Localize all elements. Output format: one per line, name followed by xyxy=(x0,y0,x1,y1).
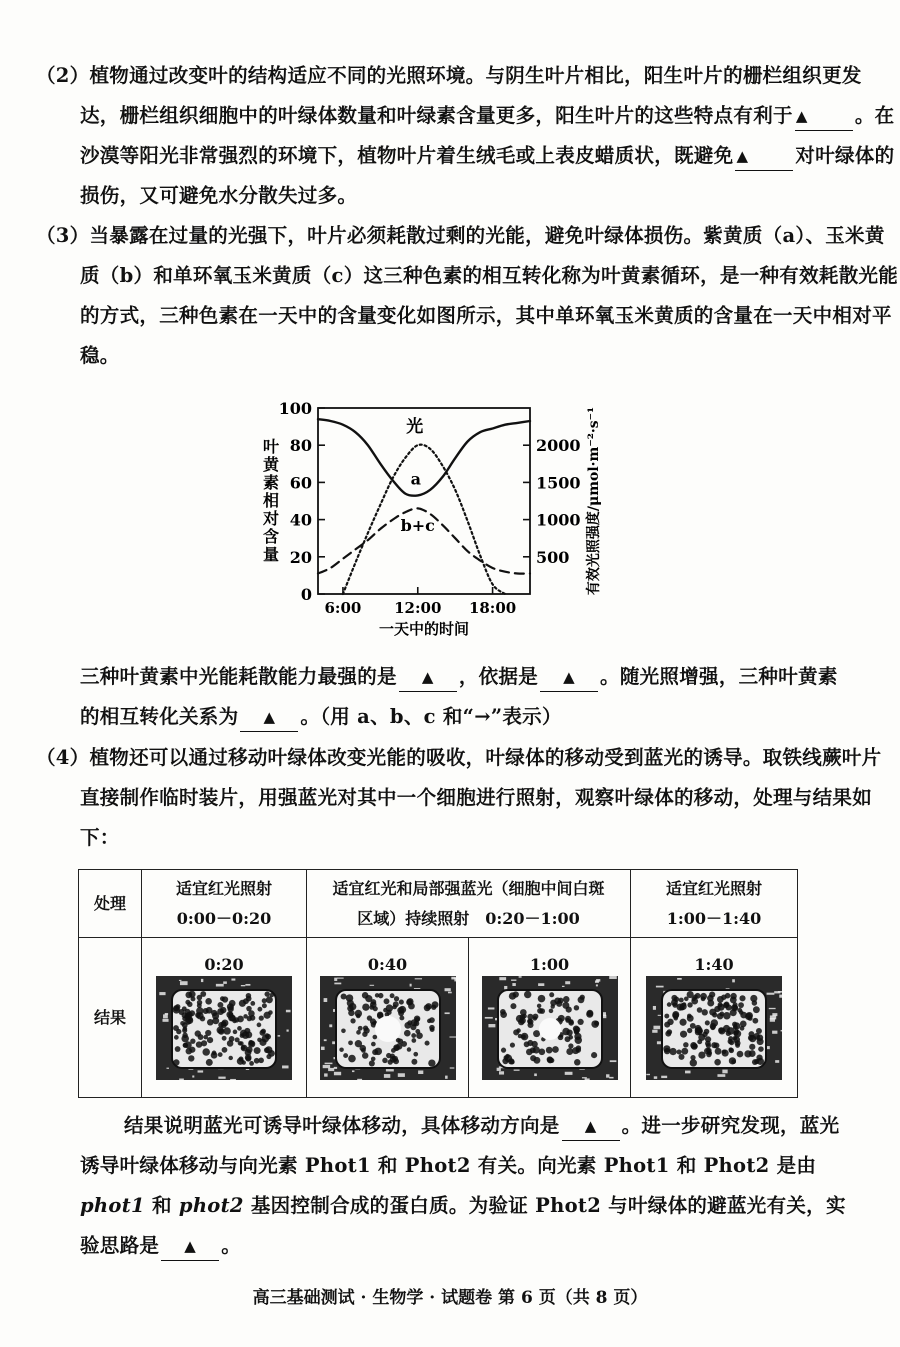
xanthophyll-chart xyxy=(248,392,618,642)
x-tick-label: 12:00 xyxy=(394,599,442,617)
series-label-light: 光 xyxy=(406,416,424,437)
triangle-mark: ▲ xyxy=(263,708,276,726)
treatment-label: 适宜红光和局部强蓝光（细胞中间白斑 xyxy=(332,878,605,898)
question-number: （2） xyxy=(36,64,90,87)
micrograph-image xyxy=(646,976,782,1080)
question-text: 植物通过改变叶的结构适应不同的光照环境。与阴生叶片相比，阳生叶片的栅栏组织更发达，栅栏组织细胞中的叶绿体数量和叶绿素含量更多，阳生叶片的这些特点有利于 xyxy=(80,64,862,127)
triangle-mark: ▲ xyxy=(421,668,434,686)
x-tick-label: 18:00 xyxy=(468,599,517,617)
question-text: 。进一步研究发现，蓝光诱导叶绿体移动与向光素 Phot1 和 Phot2 有关。向光素 Phot1 和 Phot2 是由 xyxy=(80,1114,840,1177)
treatment-red-light-2 xyxy=(631,870,798,938)
result-cell-0040 xyxy=(307,938,469,1098)
y-right-tick-label: 500 xyxy=(536,547,570,567)
treatment-result-table xyxy=(78,869,798,1098)
series-line-a xyxy=(318,419,530,496)
time-label: 1:40 xyxy=(694,954,734,974)
question-text: 和 xyxy=(144,1194,179,1217)
question-text: 。 xyxy=(221,1234,242,1257)
question-3-followup xyxy=(80,657,856,737)
y-left-axis-label: 叶黄素相对含量 xyxy=(260,438,280,564)
treatment-time: 1:00－1:40 xyxy=(666,908,762,928)
y-left-tick-label: 40 xyxy=(289,510,312,530)
answer-blank[interactable] xyxy=(562,1113,620,1141)
time-label: 0:20 xyxy=(204,954,244,974)
treatment-row xyxy=(79,870,798,938)
question-text: ，依据是 xyxy=(458,665,539,688)
x-axis-label: 一天中的时间 xyxy=(378,620,470,638)
treatment-time: 区域）持续照射 0:20－1:00 xyxy=(357,908,580,928)
answer-blank[interactable] xyxy=(161,1233,219,1261)
answer-blank[interactable] xyxy=(240,704,298,732)
y-left-tick-label: 20 xyxy=(289,547,312,567)
row-header-treatment: 处理 xyxy=(79,870,142,938)
micrograph-image xyxy=(156,976,292,1080)
treatment-label: 适宜红光照射 xyxy=(665,878,762,898)
gene-name-phot2: phot2 xyxy=(178,1194,244,1217)
result-cell-0020 xyxy=(142,938,307,1098)
y-right-axis-label: 有效光照强度/μmol·m⁻²·s⁻¹ xyxy=(586,406,602,596)
treatment-label: 适宜红光照射 xyxy=(175,878,272,898)
time-label: 0:40 xyxy=(367,954,408,974)
page-footer: 高三基础测试 · 生物学 · 试题卷 第 6 页（共 8 页） xyxy=(252,1288,648,1308)
triangle-mark: ▲ xyxy=(584,1117,597,1135)
question-text: 对叶绿体的损伤，又可避免水分散失过多。 xyxy=(80,144,895,207)
y-right-tick-label: 1000 xyxy=(536,510,581,530)
answer-blank[interactable] xyxy=(399,664,457,692)
question-text: 三种叶黄素中光能耗散能力最强的是 xyxy=(80,665,397,688)
triangle-mark: ▲ xyxy=(563,668,575,686)
chart-svg xyxy=(248,392,618,642)
question-text: 。（用 a、b、c 和“→”表示） xyxy=(300,705,562,728)
plot-frame xyxy=(318,408,530,594)
result-cell-0140 xyxy=(631,938,798,1098)
gene-name-phot1: phot1 xyxy=(80,1194,145,1217)
question-text: 当暴露在过量的光强下，叶片必须耗散过剩的光能，避免叶绿体损伤。紫黄质（a）、玉米黄质（b）和单环氧玉米黄质（c）这三种色素的相互转化称为叶黄素循环，是一种有效耗散光能的方式，三种色素在一天中的含量变化如图所示，其中单环氧玉米黄质的含量在一天中相对平稳。 xyxy=(80,224,899,367)
question-3 xyxy=(36,216,900,376)
y-left-tick-label: 80 xyxy=(289,436,312,456)
triangle-mark: ▲ xyxy=(184,1237,197,1255)
question-text: 植物还可以通过移动叶绿体改变光能的吸收，叶绿体的移动受到蓝光的诱导。取铁线蕨叶片直接制作临时装片，用强蓝光对其中一个细胞进行照射，观察叶绿体的移动，处理与结果如下： xyxy=(80,746,882,849)
y-left-tick-label: 60 xyxy=(289,473,312,493)
answer-blank[interactable] xyxy=(735,143,793,171)
treatment-red-light-1 xyxy=(142,870,307,938)
result-cell-0100 xyxy=(469,938,631,1098)
question-4-followup xyxy=(80,1106,856,1266)
treatment-red-blue-light xyxy=(307,870,631,938)
result-row xyxy=(79,938,798,1098)
question-text: 结果说明蓝光可诱导叶绿体移动，具体移动方向是 xyxy=(124,1114,560,1137)
answer-blank[interactable] xyxy=(540,664,598,692)
question-4 xyxy=(36,738,900,858)
micrograph-image xyxy=(482,976,618,1080)
row-header-result: 结果 xyxy=(79,938,142,1098)
time-label: 1:00 xyxy=(529,954,570,974)
answer-blank[interactable] xyxy=(795,103,853,131)
y-left-tick-label: 100 xyxy=(278,399,312,418)
triangle-mark: ▲ xyxy=(736,147,749,165)
micrograph-image xyxy=(320,976,456,1080)
x-tick-label: 6:00 xyxy=(324,599,362,617)
question-text: 基因控制合成的蛋白质。为验证 Phot2 与叶绿体的避蓝光有关，实验思路是 xyxy=(80,1194,846,1257)
treatment-time: 0:00－0:20 xyxy=(176,908,272,928)
y-right-tick-label: 1500 xyxy=(536,473,581,493)
question-text: 。在沙漠等阳光非常强烈的环境下，植物叶片着生绒毛或上表皮蜡质状，既避免 xyxy=(80,104,895,167)
question-number: （4） xyxy=(36,746,90,769)
y-left-tick-label: 0 xyxy=(300,585,312,604)
question-number: （3） xyxy=(36,224,90,247)
question-text: 。随光照增强，三种叶黄素的相互转化关系为 xyxy=(80,665,838,728)
triangle-mark: ▲ xyxy=(795,107,808,125)
series-label-a: a xyxy=(410,469,421,489)
y-right-tick-label: 2000 xyxy=(536,436,581,456)
series-label-bc: b+c xyxy=(400,515,435,535)
question-2 xyxy=(36,56,900,216)
